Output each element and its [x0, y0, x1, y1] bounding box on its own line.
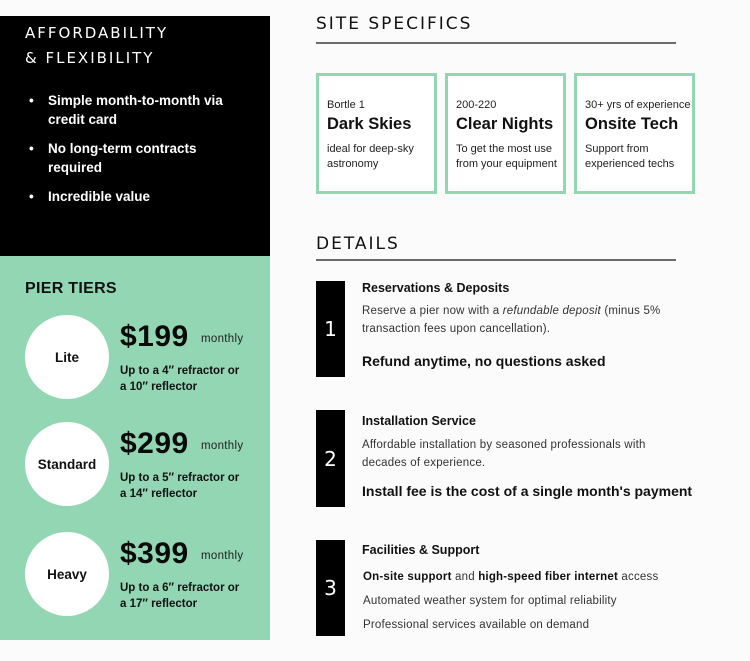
detail-line-text: and	[451, 571, 479, 583]
divider	[316, 259, 676, 261]
spec-card-description: To get the most use from your equipment	[456, 143, 557, 170]
detail-body	[362, 302, 682, 338]
spec-card-subtitle: Bortle 1	[327, 99, 365, 111]
tier-heavy	[25, 532, 265, 618]
site-specifics-title: SITE SPECIFICS	[316, 14, 473, 34]
tier-lite	[25, 315, 265, 401]
tier-standard	[25, 422, 265, 508]
spec-card-subtitle: 30+ yrs of experience	[585, 99, 691, 111]
tier-desc-line2: a 17″ reflector	[120, 598, 198, 610]
detail-number-1: 1	[316, 281, 345, 377]
detail-body: Affordable installation by seasoned professionals with decades of experience.	[362, 439, 646, 469]
detail-highlight: Refund anytime, no questions asked	[362, 353, 606, 369]
pier-tiers-title: PIER TIERS	[25, 280, 117, 297]
detail-line	[363, 571, 658, 583]
bullet-icon: •	[29, 141, 34, 156]
tier-period: monthly	[201, 550, 244, 562]
spec-card-onsite-tech	[574, 73, 695, 194]
detail-line: Automated weather system for optimal reliability	[363, 595, 617, 607]
detail-body-emphasis: refundable deposit	[502, 305, 601, 317]
details-title: DETAILS	[316, 234, 400, 254]
detail-number-3: 3	[316, 540, 345, 636]
list-item	[29, 92, 248, 129]
tier-description	[120, 580, 260, 612]
affordability-title-line1: AFFORDABILITY	[25, 24, 169, 42]
tier-period: monthly	[201, 440, 244, 452]
divider	[316, 42, 676, 44]
detail-title: Facilities & Support	[362, 543, 480, 557]
detail-title: Reservations & Deposits	[362, 281, 510, 295]
spec-card-title: Clear Nights	[456, 115, 554, 133]
detail-line-text: access	[618, 571, 659, 583]
spec-card-clear-nights	[445, 73, 566, 194]
tier-description	[120, 470, 260, 502]
list-item-text: Simple month-to-month via credit card	[48, 93, 223, 127]
affordability-title-line2: & FLEXIBILITY	[25, 49, 155, 67]
tier-price: $399	[120, 537, 189, 570]
list-item-text: Incredible value	[48, 189, 151, 204]
tier-desc-line1: Up to a 6″ refractor or	[120, 582, 240, 594]
spec-card-title: Dark Skies	[327, 115, 412, 133]
detail-highlight: Install fee is the cost of a single month's payment	[362, 483, 693, 499]
detail-line-bold: high-speed fiber internet	[478, 571, 619, 583]
tier-desc-line2: a 10″ reflector	[120, 381, 198, 393]
detail-body-text: Reserve a pier now with a	[362, 305, 503, 317]
spec-card-description: ideal for deep-sky astronomy	[327, 143, 414, 170]
spec-card-title: Onsite Tech	[585, 115, 679, 133]
tier-price: $299	[120, 427, 189, 460]
affordability-title	[25, 21, 168, 71]
tier-badge	[25, 315, 109, 399]
spec-card-subtitle: 200-220	[456, 99, 497, 111]
bullet-icon: •	[29, 93, 34, 108]
tier-desc-line1: Up to a 4″ refractor or	[120, 365, 240, 377]
tier-name: Standard	[37, 456, 97, 472]
detail-line-bold: On-site support	[363, 571, 452, 583]
detail-line: Professional services available on demand	[363, 619, 590, 631]
list-item	[29, 140, 248, 177]
tier-price: $199	[120, 320, 189, 353]
tier-desc-line2: a 14″ reflector	[120, 488, 198, 500]
detail-number-2: 2	[316, 410, 345, 507]
spec-card-dark-skies	[316, 73, 437, 194]
spec-card-description: Support from experienced techs	[585, 143, 675, 170]
detail-body-text: (minus 5% transaction fees upon cancellation).	[362, 305, 661, 335]
tier-badge	[25, 422, 109, 506]
tier-badge	[25, 532, 109, 616]
tier-name: Lite	[54, 349, 79, 365]
tier-desc-line1: Up to a 5″ refractor or	[120, 472, 240, 484]
tier-name: Heavy	[47, 566, 87, 582]
tier-period: monthly	[201, 333, 244, 345]
detail-title: Installation Service	[362, 414, 476, 428]
affordability-list	[29, 92, 248, 218]
bullet-icon: •	[29, 189, 34, 204]
tier-description	[120, 363, 260, 395]
list-item-text: No long-term contracts required	[48, 141, 197, 175]
list-item	[29, 188, 248, 207]
